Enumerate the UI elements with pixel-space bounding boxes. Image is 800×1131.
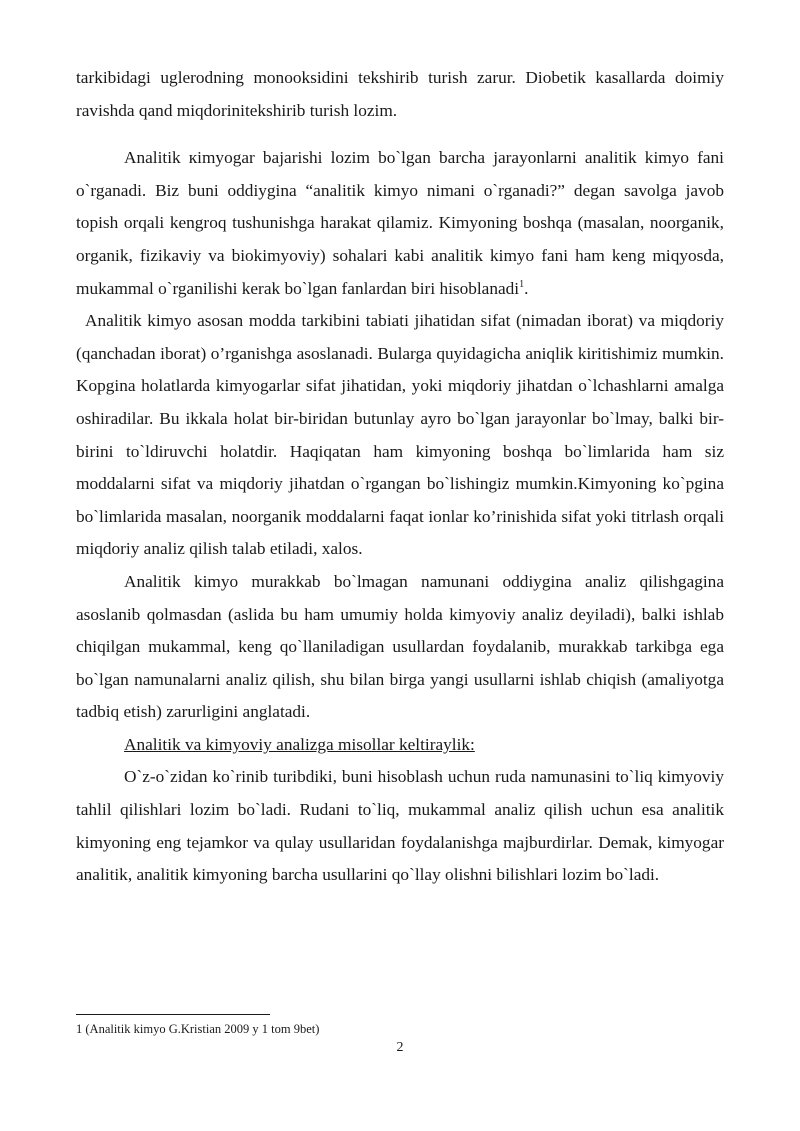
paragraph-continuation: tarkibidagi uglerodning monooksidini tekshirib turish zarur. Diobetik kasallarda doimiy ravishda qand miqdorinitekshirib turish lozim. [76,68,724,120]
footnote-text: 1 (Analitik kimyo G.Kristian 2009 y 1 tom 9bet) [76,1022,320,1036]
paragraph-analytical-chemist [76,142,724,305]
footnote-reference[interactable]: 1 [519,278,525,290]
paragraph-complex-samples: Analitik kimyo murakkab bo`lmagan namunani oddiygina analiz qilishgagina asoslanib qolmasdan (aslida bu ham umumiy holda kimyoviy analiz deyiladi), balki ishlab chiqilgan mukammal, keng qo`llaniladigan usullardan foydalanib, murakkab tarkibga ega bo`lgan namunalarni analiz qilish, shu bilan birga yangi usullarni ishlab chiqish (amaliyotga tadbiq etish) zarurligini anglatadi. [76,571,724,722]
footnote-separator [76,1014,270,1015]
paragraph-quality-quantity: Analitik kimyo asosan modda tarkibini tabiati jihatidan sifat (nimadan iborat) va miqdoriy (qanchadan iborat) o’rganishga asoslanadi. Bularga quyidagicha aniqlik kiritishimiz mumkin. Kopgina holatlarda kimyogarlar sifat jihatidan, yoki miqdoriy jihatdan o`lchashlarni amalga oshiradilar. Bu ikkala holat bir-biridan butunlay ayro bo`lgan jarayonlar bo`lmay, balki bir-birini to`ldiruvchi holatdir. Haqiqatan ham kimyoning boshqa bo`limlarida ham siz moddalarni sifat va miqdoriy jihatdan o`rgangan bo`lishingiz mumkin.Kimyoning ko`pgina bo`limlarida masalan, noorganik moddalarni faqat ionlar ko’rinishida sifat yoki titrlash orqali miqdoriy analiz qilish talab etiladi, xalos. [76,311,724,559]
page-number: 2 [396,1040,404,1055]
paragraph-ore-analysis: O`z-o`zidan ko`rinib turibdiki, buni hisoblash uchun ruda namunasini to`liq kimyoviy tahlil qilishlari lozim bo`ladi. Rudani to`liq, mukammal analiz qilish uchun esa analitik kimyoning eng tejamkor va qulay usullaridan foydalanishga majburdirlar. Demak, kimyogar analitik, analitik kimyoning barcha usullarini qo`llay olishni bilishlari lozim bo`ladi. [76,767,724,885]
paragraph-text: Analitik кimyogar bajarishi lozim bo`lgan barcha jarayonlarni analitik kimyo fani o`rganadi. Biz buni oddiygina “analitik kimyo nimani o`rganadi?” degan savolga javob topish orqali kengroq tushunishga harakat qilamiz. Kimyoning boshqa (masalan, noorganik, organik, fizikaviy va biokimyoviy) sohalari kabi analitik kimyo fani ham keng miqyosda, mukammal o`rganilishi kerak bo`lgan fanlardan biri hisoblanadi [76,148,724,298]
examples-heading [76,729,724,762]
document-body [76,62,724,892]
examples-heading-text: Analitik va kimyoviy analizga misollar keltiraylik: [124,734,475,754]
paragraph-end-punctuation: . [524,278,529,298]
